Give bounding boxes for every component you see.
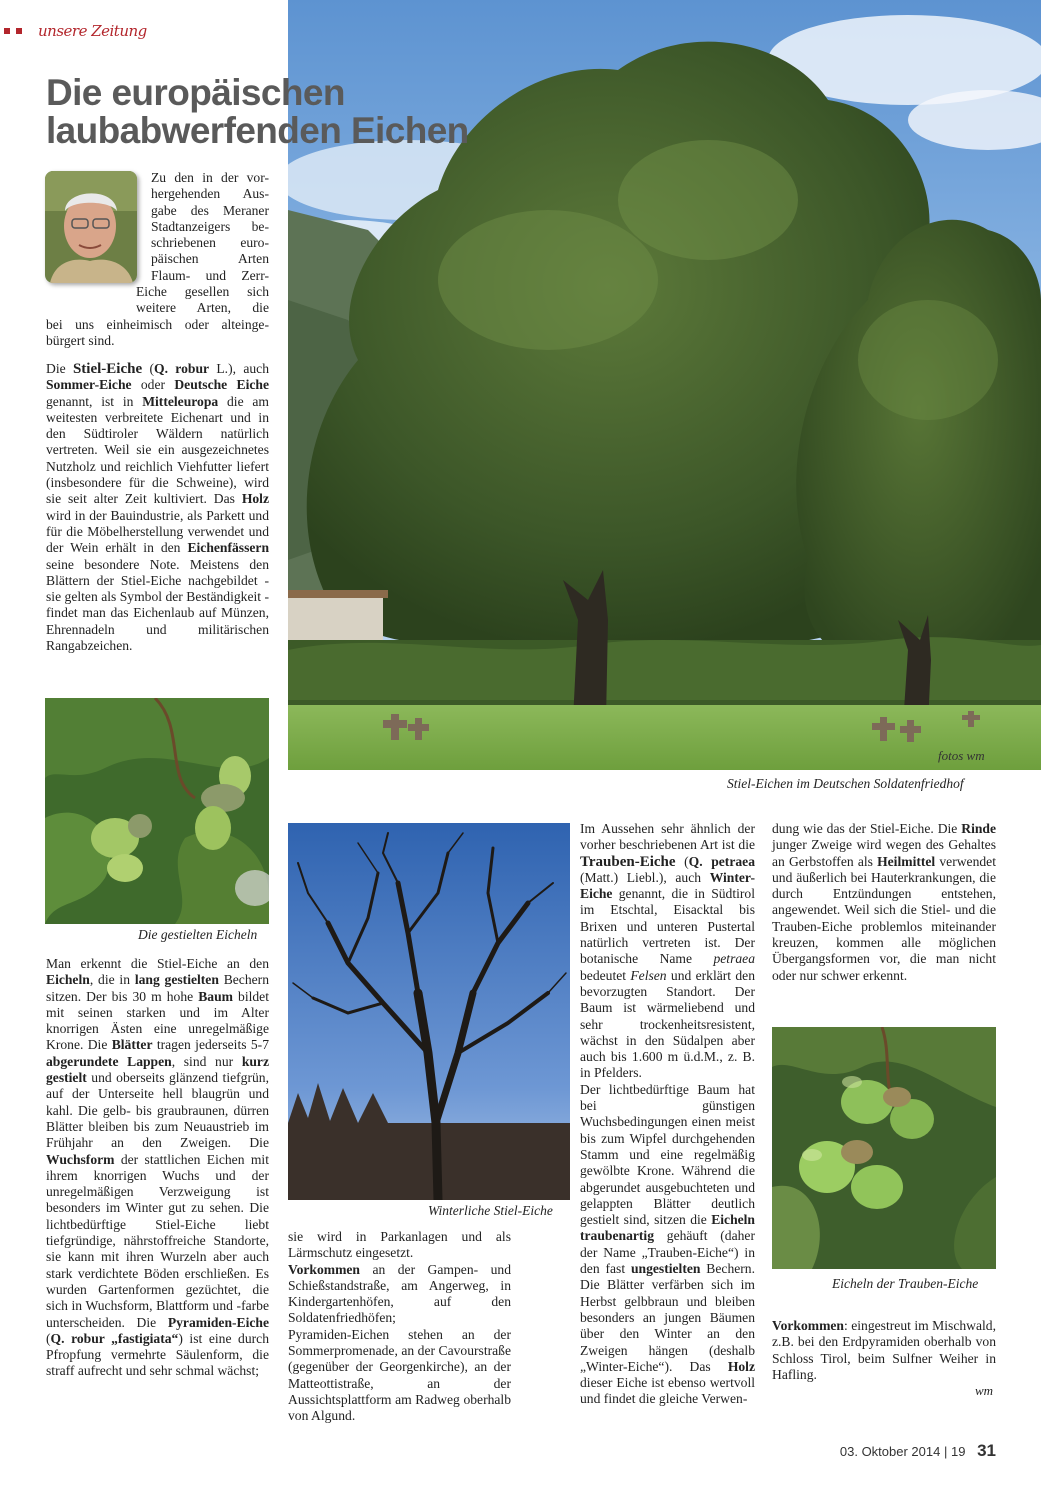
photo-sessile-acorns xyxy=(772,1027,996,1269)
col1-paragraph1: Die Stiel-Eiche (Q. robur L.), auch Sommer-Eiche oder Deutsche Eiche genannt, ist in Mitteleuropa die am weitesten verbreitete Eichenart und in den Südtiroler Wäldern natürlich vertreten. Weil sie ein ausgezeichnetes Nutzholz und reichlich Viehfutter liefert (insbesondere für die Schweine), wird sie seit alter Zeit kultiviert. Das Holz wird in der Bauindustrie, als Parkett und für die Möbelherstellung verwendet und der Wein erhält in den Eichenfässern seine besondere Note. Meistens den Blättern der Stiel-Eiche nachgebildet - sie gelten als Symbol der Beständigkeit - findet man das Eichenlaub auf Münzen, Ehrennadeln und militärischen Rangabzeichen. xyxy=(46,361,270,654)
photo-credit: fotos wm xyxy=(938,748,985,763)
intro-line: hergehenden Aus- xyxy=(151,186,269,202)
photo-stalked-acorns xyxy=(45,698,269,924)
col4-paragraph1: dung wie das der Stiel-Eiche. Die Rinde junger Zweige wird wegen des Gehaltes an Gerbstoffen als Heilmittel verwendet und äußerlich bei Hauterkrankungen, die durch Entzündungen entstehen, angewendet. Weil sich die Stiel- und die Trauben-Eiche problemlos miteinander kreuzen, kommen alle möglichen Übergangsformen vor, die man nicht oder nur schwer erkennt. xyxy=(772,821,996,983)
author-sign: wm xyxy=(975,1383,994,1398)
col3-paragraph1: Im Aussehen sehr ähnlich der vorher beschriebenen Art ist die Trauben-Eiche (Q. petraea (Matt.) Liebl.), auch Winter-Eiche genannt, die in Südtirol im Etschtal, Eisacktal bis Brixen und unteren Pustertal natürlich vertreten ist. Der botanische Name petraea bedeutet Felsen und erklärt den bevorzugten Standort. Der Baum ist wärmeliebend und sehr trockenheitsresistent, wächst in den Südalpen aber auch bis 1.600 m ü.d.M., z. B. in Pfelders. xyxy=(580,821,756,1081)
intro-line: gabe des Meraner xyxy=(151,202,269,218)
caption-winter-oak: Winterliche Stiel-Eiche xyxy=(428,1203,553,1218)
intro-line: Flaum- und Zerr- xyxy=(151,267,269,283)
intro-line: bürgert sind. xyxy=(46,332,115,348)
intro-line: Eiche gesellen sich xyxy=(136,284,269,300)
brand-logo: unsere Zeitung xyxy=(38,22,147,40)
intro-line: Stadtanzeigers be- xyxy=(151,218,269,234)
page-footer: 03. Oktober 2014 | 19 31 xyxy=(839,1441,996,1460)
col3-text xyxy=(580,821,755,1408)
col4-paragraph2: Vorkommen: eingestreut im Mischwald, z.B. bei den Erdpyramiden oberhalb von Schloss Tirol, beim Sulfner Weiher in Hafling. xyxy=(772,1318,996,1382)
intro-line: schriebenen euro- xyxy=(151,235,269,251)
intro-line: weitere Arten, die xyxy=(136,300,269,316)
col3-paragraph2: Der lichtbedürftige Baum hat bei günstigen Wuchsbedingungen einen meist bis zum Wipfel durchgehenden Stamm und eine regelmäßig gewölbte Krone. Während die abgerundet ausgebuchteten und gelappten Blätter deutlich gestielt sind, sitzen die Eicheln traubenartig gehäuft (daher der Name „Trauben-Eiche“) in den fast ungestielten Bechern. Die Blätter verfärben sich im Herbst gelbbraun und bleiben besonders an jungen Bäumen über den Winter an den Zweigen hängen (deshalb „Winter-Eiche“). Das Holz dieser Eiche ist ebenso wertvoll und findet die gleiche Verwen- xyxy=(580,1081,755,1407)
intro-line: Zu den in der vor- xyxy=(151,170,269,185)
col2-paragraph3: Pyramiden-Eichen stehen an der Sommerpromenade, an der Cavourstraße (gegenüber der Georgenkirche), an der Matteottistraße, an der Aussichtsplattform am Radweg oberhalb von Algund. xyxy=(288,1326,511,1424)
title-line2: laubabwerfenden Eichen xyxy=(46,110,469,151)
caption-stalked-acorns: Die gestielten Eicheln xyxy=(138,927,258,942)
photo-winter-oak xyxy=(288,823,570,1200)
col2-paragraph2: Vorkommen an der Gampen- und Schießstandstraße, am Angerweg, in Kindergartenhöfen, auf den Soldatenfriedhöfen; xyxy=(288,1261,511,1326)
col2-paragraph1: sie wird in Parkanlagen und als Lärmschutz eingesetzt. xyxy=(288,1229,511,1261)
issue-number: 19 xyxy=(950,1444,966,1459)
article-title xyxy=(46,74,469,150)
page-number: 31 xyxy=(977,1441,996,1460)
title-line1: Die europäischen xyxy=(46,72,345,113)
caption-sessile-acorns: Eicheln der Trauben-Eiche xyxy=(832,1276,979,1291)
col2-text xyxy=(288,1229,511,1425)
col1-paragraph2: Man erkennt die Stiel-Eiche an den Eicheln, die in lang gestielten Bechern sitzen. Der bis 30 m hohe Baum bildet mit seinen starken und im Alter knorrigen Ästen eine unregelmäßige Krone. Die Blätter tragen jederseits 5-7 abgerundete Lappen, sind nur kurz gestielt und oberseits glänzend tiefgrün, auf der Unterseite hell blaugrün und kahl. Die gelb- bis graubraunen, dürren Blätter bleiben bis zum Neuaustrieb im Frühjahr an den Zweigen. Die Wuchsform der stattlichen Eichen mit ihrem knorrigen Wuchs und der unregelmäßigen Verzweigung ist besonders im Winter gut zu sehen. Die lichtbedürftige Stiel-Eiche liebt tiefgründige, nährstoffreiche Standorte, sie kann mit ihren Wurzeln aber auch stark verdichtete Böden erschließen. Es wurden Gartenformen gezüchtet, die sich in Wuchsform, Blattform und -farbe unterscheiden. Die Pyramiden-Eiche (Q. robur „fastigiata“) ist eine durch Pfropfung vermehrte Säulenform, die straff aufrecht und sehr schmal wächst; xyxy=(46,956,269,1379)
intro-line: bei uns einheimisch oder alteinge- xyxy=(46,316,269,332)
main-photo-caption: Stiel-Eichen im Deutschen Soldatenfriedhof xyxy=(727,776,964,791)
intro-line: päischen Arten xyxy=(151,251,269,267)
issue-date: 03. Oktober 2014 xyxy=(839,1444,941,1459)
intro-text xyxy=(46,170,269,349)
